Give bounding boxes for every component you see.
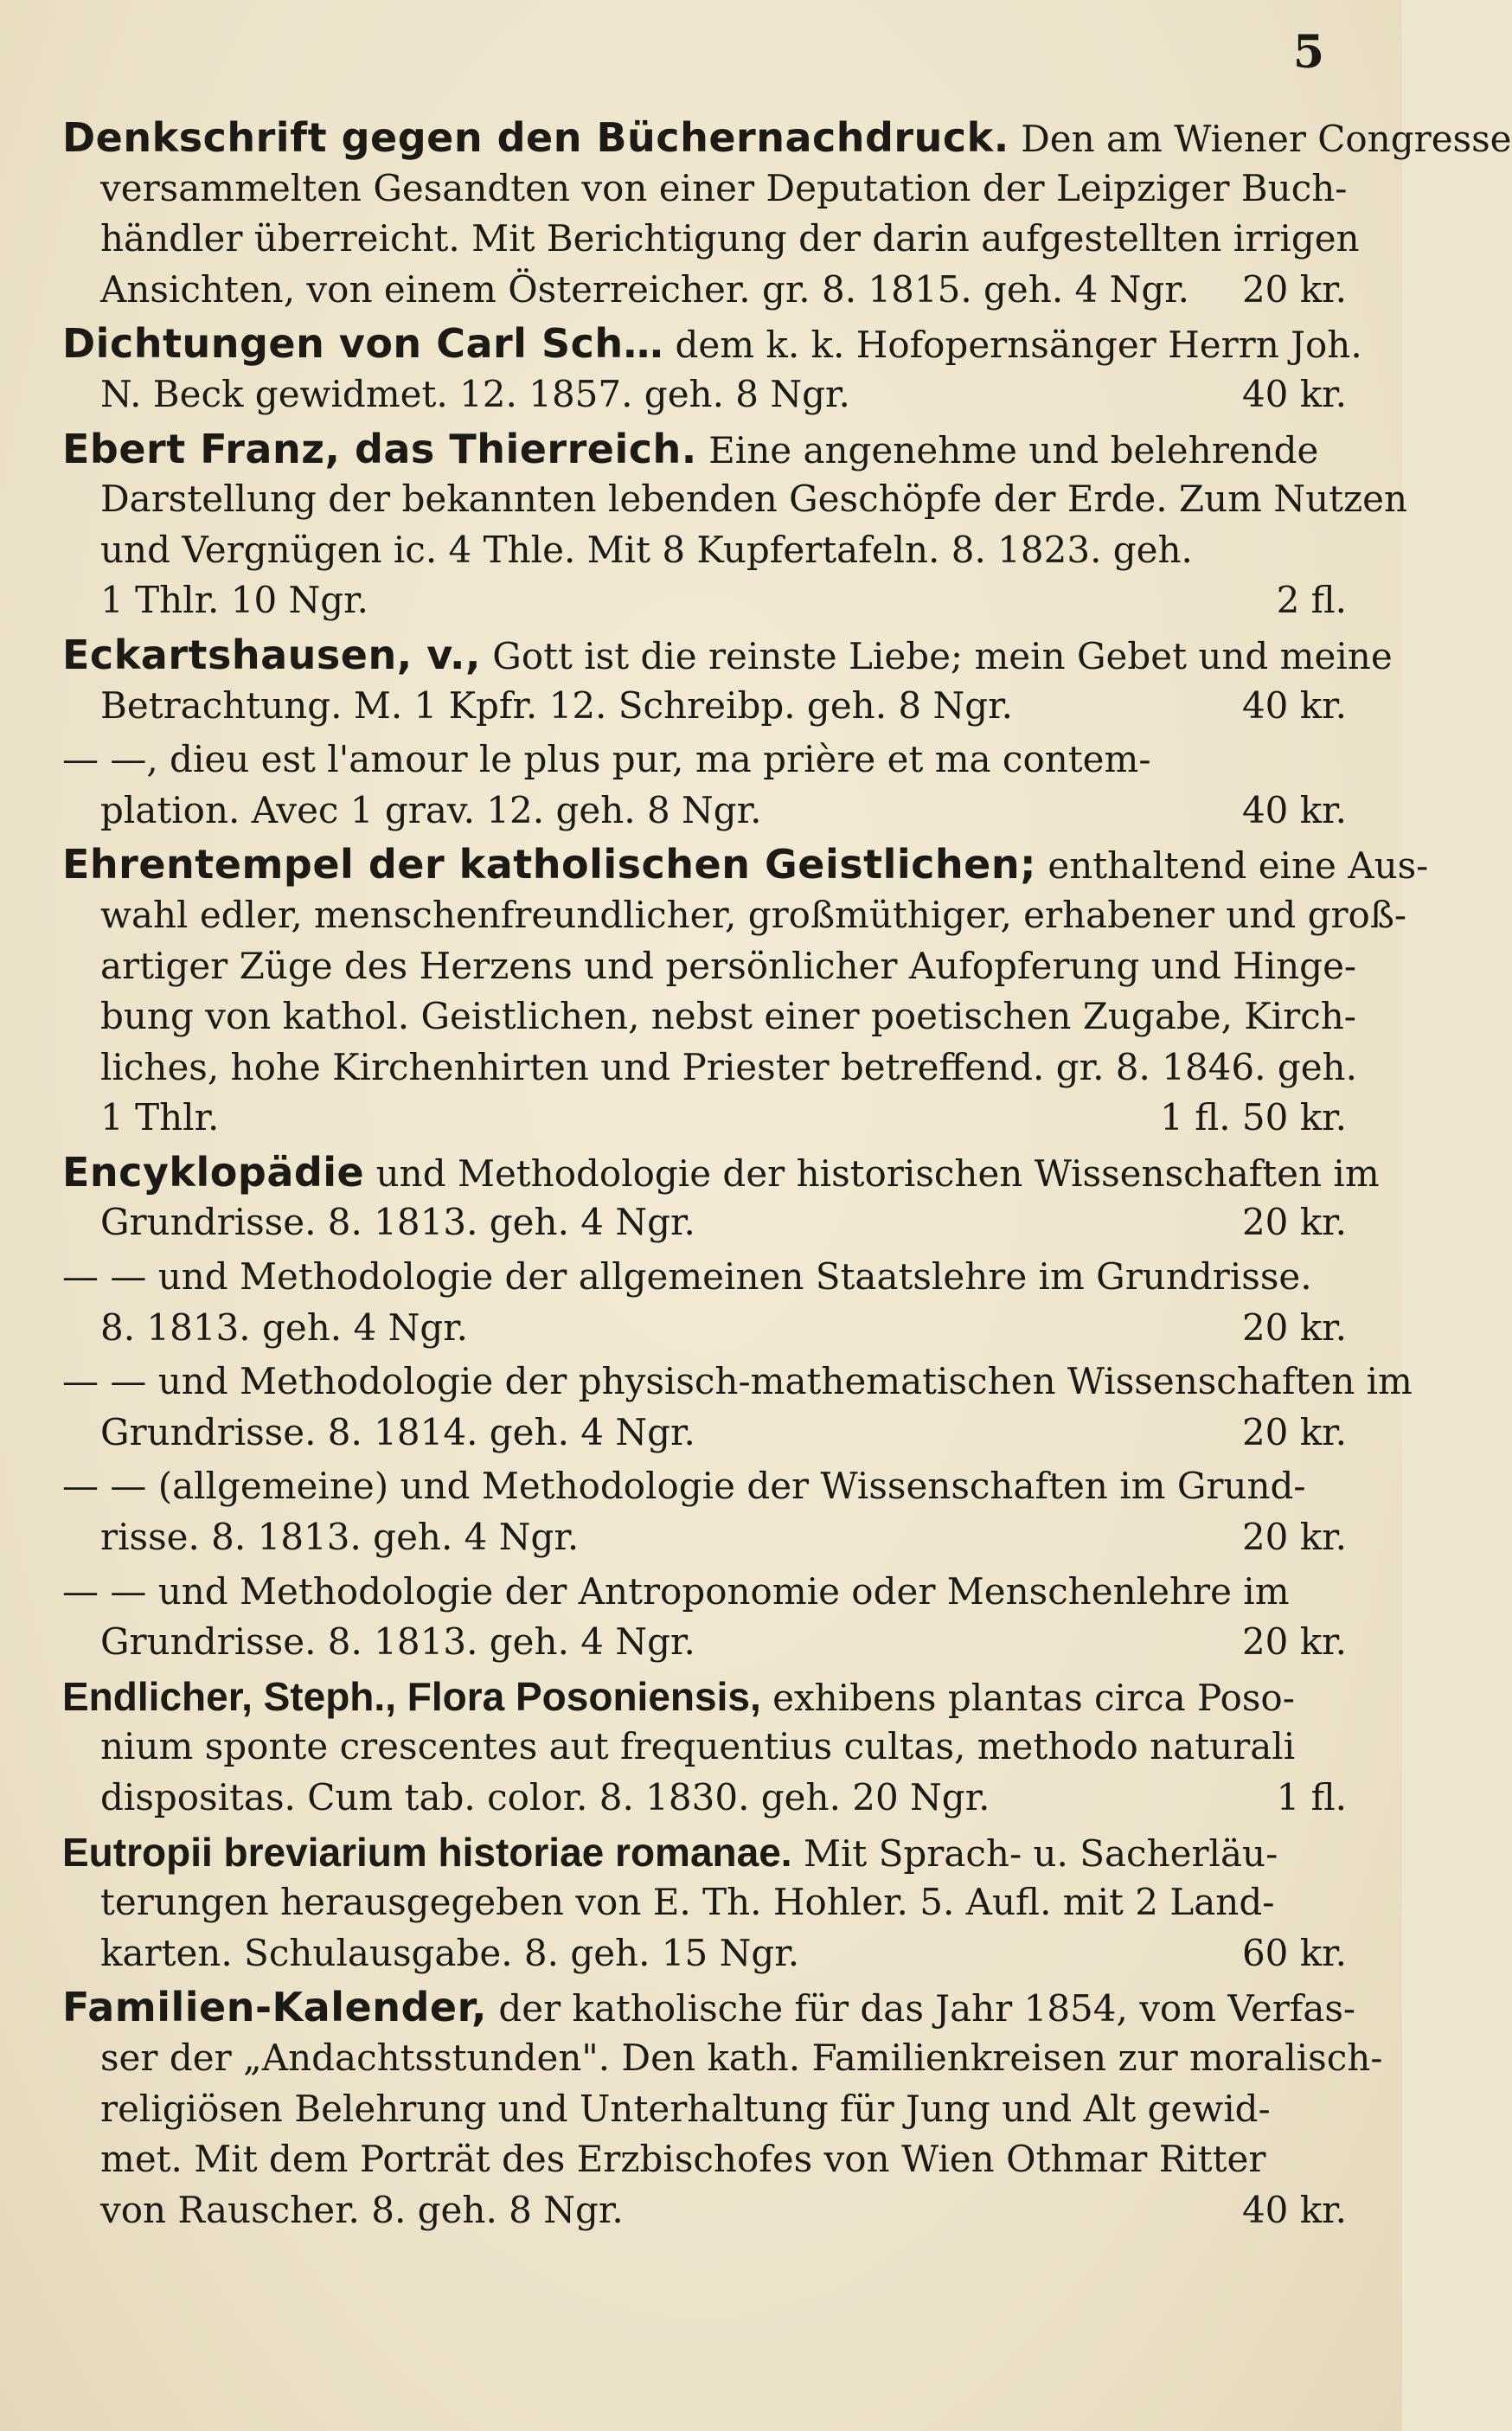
entry-description: und Vergnügen ic. 4 Thle. Mit 8 Kupfertafeln. 8. 1823. geh. bbox=[100, 528, 1193, 571]
entry-line bbox=[62, 1042, 1357, 1094]
entry-price: 20 kr. bbox=[1241, 267, 1347, 311]
entry-line bbox=[62, 1827, 1347, 1878]
entry-line bbox=[62, 1982, 1356, 2033]
catalog-entry bbox=[62, 630, 1393, 731]
entry-description: — —, dieu est l'amour le plus pur, ma prière et ma contem- bbox=[62, 738, 1151, 781]
entry-line bbox=[62, 474, 1408, 525]
entry-heading: Eutropii breviarium historiae romanae. bbox=[62, 1829, 792, 1875]
entry-line-text bbox=[100, 1303, 468, 1354]
entry-line-text bbox=[100, 265, 1189, 316]
entry-heading: Familien-Kalender, bbox=[62, 1984, 487, 2031]
entry-description: dem k. k. Hofopernsänger Herrn Joh. bbox=[675, 324, 1362, 367]
entry-line-text bbox=[100, 164, 1347, 215]
catalog-entry bbox=[62, 112, 1512, 315]
entry-description: 8. 1813. geh. 4 Ngr. bbox=[100, 1305, 469, 1349]
entry-line bbox=[62, 630, 1393, 681]
catalog-entry bbox=[62, 1461, 1347, 1562]
catalog-entry bbox=[62, 1357, 1413, 1458]
entry-line bbox=[62, 525, 1347, 576]
entry-line bbox=[62, 1773, 1347, 1824]
entry-line-text bbox=[62, 112, 1512, 165]
entry-description: — — und Methodologie der physisch-mathematischen Wissenschaften im bbox=[62, 1360, 1413, 1403]
entry-line-text bbox=[62, 1982, 1355, 2035]
entry-line bbox=[62, 2033, 1383, 2084]
entry-description: von Rauscher. 8. geh. 8 Ngr. bbox=[100, 2188, 624, 2231]
catalog-entry bbox=[62, 1147, 1380, 1248]
entry-line bbox=[62, 1093, 1347, 1144]
entry-line bbox=[62, 1512, 1347, 1563]
entry-line bbox=[62, 786, 1347, 837]
entry-description: plation. Avec 1 grav. 12. geh. 8 Ngr. bbox=[100, 788, 762, 831]
entry-line-text bbox=[100, 2134, 1265, 2185]
entry-line bbox=[62, 1252, 1347, 1303]
entry-line-text bbox=[100, 525, 1193, 576]
entry-line-text bbox=[100, 890, 1406, 941]
entry-line bbox=[62, 112, 1512, 164]
entry-line bbox=[62, 1617, 1347, 1668]
entry-description: Betrachtung. M. 1 Kpfr. 12. Schreibp. geh. 8 Ngr. bbox=[100, 683, 1013, 727]
entry-description: und Methodologie der historischen Wissenschaften im bbox=[375, 1151, 1380, 1195]
entry-line-text bbox=[62, 1147, 1380, 1200]
entry-line-text bbox=[100, 1928, 799, 1979]
entry-line bbox=[62, 369, 1347, 420]
entry-price: 2 fl. bbox=[1276, 579, 1347, 622]
entry-price: 40 kr. bbox=[1241, 2188, 1347, 2231]
entry-line-text bbox=[62, 1357, 1413, 1408]
entry-line-text bbox=[100, 1722, 1295, 1773]
entry-line-text bbox=[100, 1512, 579, 1563]
entry-line-text bbox=[62, 630, 1393, 683]
entry-line-text bbox=[100, 575, 368, 626]
entry-heading: Ebert Franz, das Thierreich. bbox=[62, 425, 697, 472]
entry-line bbox=[62, 941, 1357, 992]
entry-line-text bbox=[100, 941, 1356, 992]
entry-line-text bbox=[100, 1617, 695, 1668]
entry-line-text bbox=[62, 734, 1151, 786]
entry-description: — — (allgemeine) und Methodologie der Wissenschaften im Grund- bbox=[62, 1465, 1306, 1508]
catalog-entry bbox=[62, 1567, 1347, 1668]
entry-description: Darstellung der bekannten lebenden Geschöpfe der Erde. Zum Nutzen bbox=[100, 478, 1408, 521]
entry-line bbox=[62, 1671, 1347, 1722]
entry-description: Grundrisse. 8. 1814. geh. 4 Ngr. bbox=[100, 1410, 695, 1453]
entry-description: ser der „Andachtsstunden". Den kath. Familienkreisen zur moralisch- bbox=[100, 2036, 1383, 2079]
entry-line bbox=[62, 1357, 1413, 1408]
entry-description: Gott ist die reinste Liebe; mein Gebet und meine bbox=[492, 634, 1393, 677]
entry-line bbox=[62, 1928, 1347, 1979]
entry-line-text bbox=[100, 1773, 990, 1824]
entry-line-text bbox=[100, 1197, 695, 1248]
entry-description: 1 Thlr. bbox=[100, 1096, 220, 1139]
entry-line bbox=[62, 424, 1347, 475]
entry-line-text bbox=[62, 1252, 1312, 1303]
entry-heading: Encyklopädie bbox=[62, 1148, 365, 1196]
catalog-entry bbox=[62, 839, 1429, 1144]
catalog-entry bbox=[62, 318, 1362, 420]
entry-description: 1 Thlr. 10 Ngr. bbox=[100, 579, 368, 622]
entry-line bbox=[62, 164, 1347, 215]
catalog-entry bbox=[62, 1252, 1347, 1353]
entry-heading: Eckartshausen, v., bbox=[62, 631, 481, 678]
entry-line-text bbox=[100, 1877, 1274, 1928]
entry-line bbox=[62, 681, 1347, 732]
entry-price: 20 kr. bbox=[1241, 1516, 1347, 1559]
entry-description: Grundrisse. 8. 1813. geh. 4 Ngr. bbox=[100, 1620, 695, 1664]
catalog-entry bbox=[62, 1671, 1347, 1824]
entry-description: enthaltend eine Aus- bbox=[1048, 844, 1429, 888]
entry-description: händler überreicht. Mit Berichtigung der darin aufgestellten irrigen bbox=[100, 217, 1360, 260]
entry-line bbox=[62, 1461, 1347, 1512]
entry-line bbox=[62, 1303, 1347, 1354]
entry-description: Den am Wiener Congresse bbox=[1021, 118, 1512, 160]
entry-line-text bbox=[62, 1461, 1306, 1512]
entry-line-text bbox=[100, 1408, 695, 1459]
entry-line-text bbox=[100, 2084, 1271, 2135]
entry-line bbox=[62, 265, 1347, 316]
entry-heading: Dichtungen von Carl Sch… bbox=[62, 320, 664, 368]
entry-line bbox=[62, 734, 1347, 786]
entry-line-text bbox=[100, 1093, 219, 1144]
entry-description: — — und Methodologie der Antroponomie oder Menschenlehre im bbox=[62, 1569, 1290, 1613]
entry-description: Grundrisse. 8. 1813. geh. 4 Ngr. bbox=[100, 1201, 695, 1244]
entry-description: bung von kathol. Geistlichen, nebst einer poetischen Zugabe, Kirch- bbox=[100, 995, 1356, 1038]
entry-line-text bbox=[100, 214, 1360, 265]
entry-description: met. Mit dem Porträt des Erzbischofes von Wien Othmar Ritter bbox=[100, 2138, 1266, 2181]
entry-description: liches, hohe Kirchenhirten und Priester betreffend. gr. 8. 1846. geh. bbox=[100, 1045, 1357, 1088]
entry-description: Ansichten, von einem Österreicher. gr. 8. 1815. geh. 4 Ngr. bbox=[100, 267, 1190, 311]
entry-description: artiger Züge des Herzens und persönlicher Aufopferung und Hinge- bbox=[100, 944, 1357, 987]
entry-description: exhibens plantas circa Poso- bbox=[772, 1676, 1295, 1719]
entry-line bbox=[62, 1567, 1347, 1618]
entry-description: — — und Methodologie der allgemeinen Staatslehre im Grundrisse. bbox=[62, 1255, 1312, 1299]
catalog-entry bbox=[62, 424, 1408, 626]
catalog-entries bbox=[62, 112, 1512, 2239]
catalog-entry bbox=[62, 1982, 1383, 2235]
entry-line bbox=[62, 991, 1356, 1042]
entry-line-text bbox=[62, 1827, 1278, 1880]
entry-price: 1 fl. bbox=[1276, 1776, 1347, 1818]
entry-description: religiösen Belehrung und Unterhaltung für Jung und Alt gewid- bbox=[100, 2087, 1271, 2130]
entry-description: wahl edler, menschenfreundlicher, großmüthiger, erhabener und groß- bbox=[100, 893, 1407, 936]
entry-line-text bbox=[100, 474, 1407, 525]
entry-description: Mit Sprach- u. Sacherläu- bbox=[803, 1831, 1278, 1875]
entry-line bbox=[62, 1722, 1347, 1773]
entry-line-text bbox=[62, 839, 1428, 892]
entry-description: terungen herausgegeben von E. Th. Hohler. 5. Aufl. mit 2 Land- bbox=[100, 1881, 1275, 1924]
entry-heading: Endlicher, Steph., Flora Posoniensis, bbox=[62, 1673, 761, 1719]
entry-line-text bbox=[62, 424, 1318, 477]
entry-line-text bbox=[100, 369, 850, 420]
entry-description: der katholische für das Jahr 1854, vom Verfas- bbox=[498, 1987, 1356, 2030]
entry-price: 20 kr. bbox=[1241, 1201, 1347, 1244]
entry-description: Eine angenehme und belehrende bbox=[708, 428, 1319, 471]
entry-line bbox=[62, 2134, 1347, 2185]
entry-line bbox=[62, 318, 1362, 369]
entry-line-text bbox=[100, 2033, 1382, 2084]
entry-line bbox=[62, 1877, 1347, 1928]
entry-line-text bbox=[100, 681, 1013, 732]
entry-line bbox=[62, 890, 1407, 941]
entry-description: risse. 8. 1813. geh. 4 Ngr. bbox=[100, 1516, 580, 1559]
entry-line bbox=[62, 839, 1429, 890]
entry-line-text bbox=[62, 1567, 1290, 1618]
entry-description: N. Beck gewidmet. 12. 1857. geh. 8 Ngr. bbox=[100, 372, 850, 415]
entry-heading: Ehrentempel der katholischen Geistlichen; bbox=[62, 841, 1037, 888]
entry-price: 40 kr. bbox=[1241, 788, 1347, 831]
entry-line-text bbox=[62, 1671, 1295, 1724]
entry-line bbox=[62, 1197, 1347, 1248]
entry-price: 60 kr. bbox=[1241, 1931, 1347, 1974]
entry-line bbox=[62, 2084, 1347, 2135]
entry-line-text bbox=[100, 2185, 624, 2236]
entry-line bbox=[62, 2185, 1347, 2236]
entry-price: 1 fl. 50 kr. bbox=[1160, 1096, 1347, 1139]
catalog-entry bbox=[62, 1827, 1347, 1979]
entry-price: 20 kr. bbox=[1241, 1305, 1347, 1349]
entry-line-text bbox=[100, 1042, 1357, 1094]
entry-line-text bbox=[100, 786, 761, 837]
catalog-entry bbox=[62, 734, 1347, 836]
entry-line-text bbox=[100, 991, 1356, 1042]
entry-price: 40 kr. bbox=[1241, 683, 1347, 727]
entry-price: 20 kr. bbox=[1241, 1620, 1347, 1664]
entry-description: karten. Schulausgabe. 8. geh. 15 Ngr. bbox=[100, 1931, 800, 1974]
entry-line bbox=[62, 575, 1347, 626]
entry-line bbox=[62, 214, 1360, 265]
entry-description: versammelten Gesandten von einer Deputation der Leipziger Buch- bbox=[100, 166, 1348, 209]
entry-heading: Denkschrift gegen den Büchernachdruck. bbox=[62, 114, 1009, 161]
entry-price: 40 kr. bbox=[1241, 372, 1347, 415]
entry-description: dispositas. Cum tab. color. 8. 1830. geh. 20 Ngr. bbox=[100, 1776, 990, 1818]
entry-line bbox=[62, 1147, 1380, 1198]
entry-description: nium sponte crescentes aut frequentius cultas, methodo naturali bbox=[100, 1725, 1296, 1768]
entry-line-text bbox=[62, 318, 1362, 371]
page-number: 5 bbox=[1292, 26, 1324, 79]
entry-line bbox=[62, 1408, 1347, 1459]
entry-price: 20 kr. bbox=[1241, 1410, 1347, 1453]
